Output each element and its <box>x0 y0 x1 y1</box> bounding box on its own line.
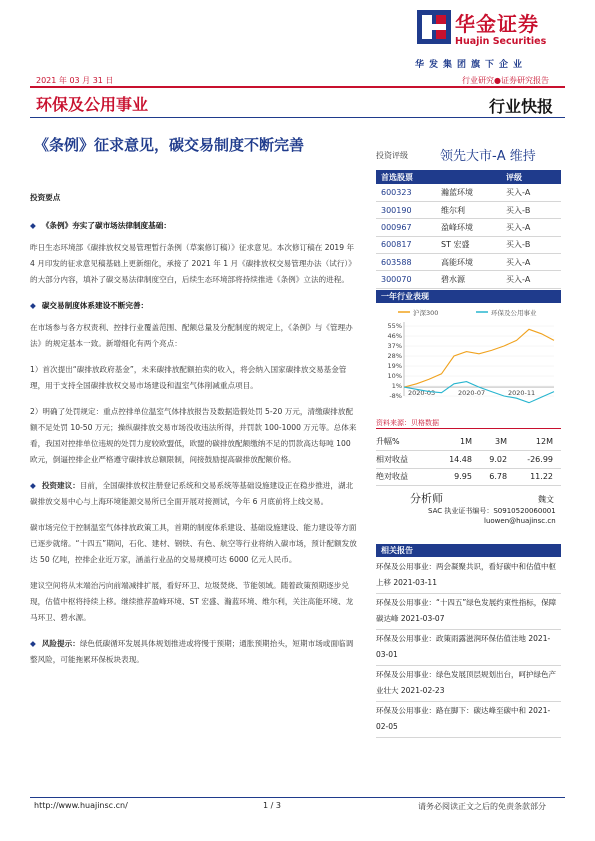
performance-section-title: 一年行业表现 <box>376 290 561 303</box>
key-point-lead: 投资建议： <box>41 481 80 490</box>
stock-rating: 买入-B <box>501 201 561 218</box>
stock-table-header-cell <box>436 170 501 184</box>
report-body <box>30 190 360 678</box>
perf-row-label: 相对收益 <box>376 451 438 469</box>
stock-name: 盈峰环境 <box>436 219 501 236</box>
page-number: 1 / 3 <box>263 801 281 810</box>
footer-divider <box>30 797 565 798</box>
perf-header-cell: 升幅% <box>376 433 438 451</box>
analyst-sac-number: SAC 执业证书编号：S0910520060001 <box>428 507 556 515</box>
stock-table-header <box>376 170 561 184</box>
key-point <box>30 636 360 668</box>
rating-value: 领先大市-A 维持 <box>440 149 536 164</box>
footer-url-link[interactable]: http://www.huajinsc.cn/ <box>34 801 128 810</box>
key-point-text: 碳交易制度体系建设不断完善： <box>41 301 149 310</box>
huajin-logo-icon <box>417 10 451 44</box>
header-divider <box>30 117 565 118</box>
perf-value: 6.78 <box>480 468 515 486</box>
perf-value: 14.48 <box>438 451 480 469</box>
x-tick-label: 2020-03 <box>408 389 436 398</box>
diamond-bullet-icon: ◆ <box>30 481 36 490</box>
report-type: 行业快报 <box>489 97 554 116</box>
stock-name: 瀚蓝环境 <box>436 184 501 201</box>
key-point <box>30 298 360 314</box>
report-date: 2021 年 03 月 31 日 <box>36 76 114 85</box>
perf-header-cell: 12M <box>515 433 561 451</box>
stock-code: 000967 <box>376 219 436 236</box>
table-row <box>376 219 561 236</box>
body-paragraph: 2）明确了处罚规定：重点控排单位温室气体排放报告及数据造假处罚 5-20 万元，清缴碳排放配额不足处罚 10-50 万元；操纵碳排放交易市场没收违法所得，并罚款 100-1000 万元等。总体来看，我国对控排单位违规的处罚力度较欧盟低，欧盟的碳排放配额缴纳不足的罚款高达每吨 100 欧元，倒逼控排企业严格遵守碳排放总额限制，间接鼓励提高碳排放配额价格。 <box>30 407 357 464</box>
y-tick-label: 46% <box>387 332 402 341</box>
performance-table <box>376 433 561 486</box>
y-tick-label: 28% <box>387 352 402 361</box>
stock-name: ST 宏盛 <box>436 236 501 253</box>
stock-rating: 买入-B <box>501 236 561 253</box>
top-divider <box>30 86 565 88</box>
perf-value: -26.99 <box>515 451 561 469</box>
y-tick-label: 37% <box>387 342 402 351</box>
y-tick-label: 10% <box>387 372 402 381</box>
y-tick-label: 55% <box>387 322 402 331</box>
legend-label: 沪深300 <box>413 309 439 317</box>
related-report-link[interactable]: 环保及公用事业：政策雨露滋润环保估值洼地 2021-03-01 <box>376 630 561 666</box>
series-line <box>404 329 554 387</box>
table-row <box>376 271 561 288</box>
key-point-text: 《条例》夯实了碳市场法律制度基础： <box>41 221 171 230</box>
stock-code: 300070 <box>376 271 436 288</box>
y-tick-label: 1% <box>391 382 402 391</box>
y-tick-label: 19% <box>387 362 402 371</box>
page-title: 《条例》征求意见，碳交易制度不断完善 <box>34 136 305 154</box>
key-point-text: 目前，全国碳排放权注册登记系统和交易系统等基础设施建设正在稳步推进，湖北碳排放交易中心与上海环境能源交易所已全面开展对接测试，今年 6 月底前将上线交易。 <box>30 481 354 506</box>
brand-slogan: 华发集团旗下企业 <box>415 60 528 70</box>
stock-table-header-cell: 首选股票 <box>376 170 436 184</box>
key-point-text: 绿色低碳循环发展具体规划推进或将慢于预期；通胀预期抬头，短期市场或面临调整风险，可能拖累环保板块表现。 <box>30 639 354 664</box>
stock-table <box>376 170 561 289</box>
header-tag: 行业研究●证券研究报告 <box>462 76 549 85</box>
stock-code: 300190 <box>376 201 436 218</box>
x-tick-label: 2020-07 <box>458 389 486 398</box>
related-report-link[interactable]: 环保及公用事业：绿色发展顶层规划出台，呵护绿色产业壮大 2021-02-23 <box>376 666 561 702</box>
body-paragraph: 昨日生态环境部《碳排放权交易管理暂行条例（草案修订稿）》征求意见。本次修订稿在 2019 年 4 月印发的征求意见稿基础上更新细化，承接了 2021 年 1 月《碳排放权交易管理办法（试行）》的大部分内容，填补了碳交易法律制度空白，后续生态环境部将持续推进《条例》立法的进程。 <box>30 243 356 284</box>
stock-name: 碧水源 <box>436 271 501 288</box>
stock-code: 600817 <box>376 236 436 253</box>
related-reports-title: 相关报告 <box>376 544 561 557</box>
legend-label: 环保及公用事业 <box>491 309 537 317</box>
analyst-name: 魏文 <box>538 495 554 504</box>
body-paragraph: 在市场参与各方权责利、控排行业覆盖范围、配额总量及分配制度的规定上，《条例》与《管理办法》的规定基本一致。新增细化有两个亮点： <box>30 323 353 348</box>
section-title: 投资要点 <box>30 193 61 202</box>
footer-disclaimer: 请务必阅读正文之后的免责条款部分 <box>418 802 546 811</box>
diamond-bullet-icon: ◆ <box>30 639 36 648</box>
diamond-bullet-icon: ◆ <box>30 221 36 230</box>
table-row <box>376 468 561 486</box>
perf-value: 9.95 <box>438 468 480 486</box>
stock-rating: 买入-A <box>501 184 561 201</box>
stock-code: 600323 <box>376 184 436 201</box>
table-row <box>376 236 561 253</box>
chart-source: 资料来源：贝格数据 <box>376 419 439 427</box>
stock-name: 维尔利 <box>436 201 501 218</box>
perf-header-cell: 3M <box>480 433 515 451</box>
stock-rating: 买入-A <box>501 219 561 236</box>
perf-value: 11.22 <box>515 468 561 486</box>
perf-value: 9.02 <box>480 451 515 469</box>
stock-rating: 买入-A <box>501 271 561 288</box>
stock-name: 高能环境 <box>436 254 501 271</box>
brand-name-en: Huajin Securities <box>455 36 547 47</box>
diamond-bullet-icon: ◆ <box>30 301 36 310</box>
analyst-email: luowen@huajinsc.cn <box>484 517 556 525</box>
performance-chart <box>376 304 561 414</box>
related-report-link[interactable]: 环保及公用事业：路在脚下：碳达峰至碳中和 2021-02-05 <box>376 702 561 738</box>
y-tick-label: -8% <box>389 392 402 401</box>
x-tick-label: 2020-11 <box>508 389 536 398</box>
stock-code: 603588 <box>376 254 436 271</box>
industry-name: 环保及公用事业 <box>36 95 149 114</box>
related-report-link[interactable]: 环保及公用事业：“十四五”绿色发展约束性指标，保障碳达峰 2021-03-07 <box>376 594 561 630</box>
body-paragraph: 碳市场完位于控制温室气体排放政策工具，首期的制度体系建设、基础设施建设、能力建设等方面已逐步就绪。“十四五”期间，石化、建材、钢铁、有色、航空等行业将纳入碳市场，预计配额发放达 50 亿吨，控排企业近万家，涵盖行业品的交易规模可达 6000 亿元人民币。 <box>30 523 357 564</box>
related-reports-list <box>376 558 561 738</box>
stock-table-header-cell: 评级 <box>501 170 561 184</box>
table-row <box>376 433 561 451</box>
perf-row-label: 绝对收益 <box>376 468 438 486</box>
table-row <box>376 254 561 271</box>
stock-rating: 买入-A <box>501 254 561 271</box>
source-divider <box>376 428 561 429</box>
brand-name: 华金证券 <box>455 12 539 36</box>
perf-header-cell: 1M <box>438 433 480 451</box>
table-row <box>376 451 561 469</box>
body-paragraph: 1）首次提出“碳排放政府基金”，未来碳排放配额拍卖的收入，将会纳入国家碳排放交易基金管理，用于支持全国碳排放权交易市场建设和温室气体削减重点项目。 <box>30 365 347 390</box>
key-point <box>30 218 360 234</box>
analyst-title: 分析师 <box>410 492 443 505</box>
body-paragraph: 建议空间将从末端治污向前端减排扩展，看好环卫、垃圾焚烧、节能领域。随着政策预期逐步兑现，估值中枢将持续上移。继续推荐盈峰环境、ST 宏盛、瀚蓝环境、维尔利，关注高能环境、龙马环卫、碧水源。 <box>30 581 354 622</box>
related-report-link[interactable]: 环保及公用事业：两会凝聚共识，看好碳中和估值中枢上移 2021-03-11 <box>376 558 561 594</box>
key-point <box>30 478 360 510</box>
table-row <box>376 201 561 218</box>
key-point-lead: 风险提示： <box>41 639 80 648</box>
table-row <box>376 184 561 201</box>
rating-label: 投资评级 <box>376 151 408 160</box>
